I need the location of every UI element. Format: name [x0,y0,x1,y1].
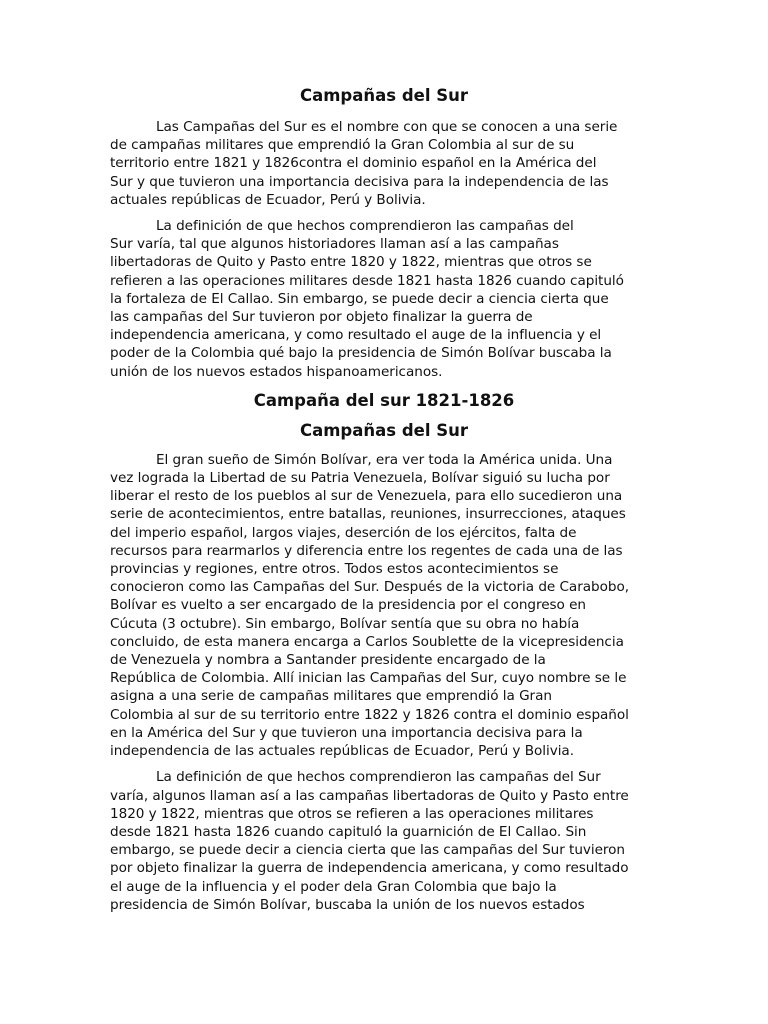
paragraph-line: Colombia al sur de su territorio entre 1822 y 1826 contra el dominio español [110,706,629,723]
paragraph-line: El gran sueño de Simón Bolívar, era ver toda la América unida. Una [156,451,613,468]
subsection-heading: Campañas del Sur [300,420,468,440]
paragraph-line: en la América del Sur y que tuvieron una importancia decisiva para la [110,724,583,741]
paragraph-line: provincias y regiones, entre otros. Todos estos acontecimientos se [110,561,559,578]
paragraph-line: La definición de que hechos comprendieron las campañas del Sur [156,769,601,786]
paragraph-line: refieren a las operaciones militares desde 1821 hasta 1826 cuando capituló [110,272,624,289]
paragraph-line: independencia americana, y como resultado el auge de la influencia y el [110,327,602,344]
paragraph-line: Sur y que tuvieron una importancia decisiva para la independencia de las [110,173,609,190]
paragraph-line: por objeto finalizar la guerra de independencia americana, y como resultado [110,860,629,877]
paragraph-line: del imperio español, largos viajes, deserción de los ejércitos, falta de [110,524,577,541]
paragraph-line: poder de la Colombia qué bajo la presidencia de Simón Bolívar buscaba la [110,345,612,362]
paragraph-line: embargo, se puede decir a ciencia cierta que las campañas del Sur tuvieron [110,842,626,859]
paragraph-line: de campañas militares que emprendió la Gran Colombia al sur de su [110,137,575,154]
paragraph-line: unión de los nuevos estados hispanoamericanos. [110,363,443,380]
paragraph-line: Bolívar es vuelto a ser encargado de la presidencia por el congreso en [110,597,586,614]
paragraph-line: Las Campañas del Sur es el nombre con que se conocen a una serie [156,119,618,135]
paragraph-line: la fortaleza de El Callao. Sin embargo, se puede decir a ciencia cierta que [110,290,609,307]
paragraph-line: las campañas del Sur tuvieron por objeto finalizar la guerra de [110,309,533,326]
document-page [110,84,658,922]
paragraph-line: conocieron como las Campañas del Sur. Después de la victoria de Carabobo, [110,579,629,596]
paragraph-line: Cúcuta (3 octubre). Sin embargo, Bolívar sentía que su obra no había [110,615,580,632]
paragraph-line: Sur varía, tal que algunos historiadores llaman así a las campañas [110,236,559,253]
paragraph-line: desde 1821 hasta 1826 cuando capituló la guarnición de El Callao. Sin [110,823,587,840]
paragraph-line: vez lograda la Libertad de su Patria Venezuela, Bolívar siguió su lucha por [110,470,610,487]
paragraph-line: territorio entre 1821 y 1826contra el dominio español en la América del [110,155,597,172]
paragraph-2 [110,217,658,381]
paragraph-line: concluido, de esta manera encarga a Carlos Soublette de la vicepresidencia [110,633,624,650]
paragraph-line: el auge de la influencia y el poder dela Gran Colombia que bajo la [110,878,557,895]
paragraph-line: presidencia de Simón Bolívar, buscaba la unión de los nuevos estados [110,896,585,913]
paragraph-4 [110,768,658,914]
paragraph-line: varía, algunos llaman así a las campañas libertadoras de Quito y Pasto entre [110,787,629,804]
paragraph-line: serie de acontecimientos, entre batallas, reuniones, insurrecciones, ataques [110,506,626,523]
paragraph-line: libertadoras de Quito y Pasto entre 1820 y 1822, mientras que otros se [110,254,592,271]
paragraph-line: independencia de las actuales repúblicas de Ecuador, Perú y Bolivia. [110,743,574,760]
paragraph-line: 1820 y 1822, mientras que otros se refieren a las operaciones militares [110,805,594,822]
paragraph-3 [110,451,658,760]
paragraph-line: actuales repúblicas de Ecuador, Perú y Bolivia. [110,191,426,208]
paragraph-line: República de Colombia. Allí inician las Campañas del Sur, cuyo nombre se le [110,670,627,687]
paragraph-line: asigna a una serie de campañas militares que emprendió la Gran [110,688,552,705]
paragraph-line: recursos para rearmarlos y diferencia entre los regentes de cada una de las [110,542,623,559]
paragraph-line: La definición de que hechos comprendieron las campañas del [156,218,574,235]
paragraph-1 [110,118,658,209]
paragraph-line: de Venezuela y nombra a Santander presidente encargado de la [110,652,546,669]
document-title: Campañas del Sur [300,86,468,105]
paragraph-line: liberar el resto de los pueblos al sur de Venezuela, para ello sucedieron una [110,488,623,505]
section-heading: Campaña del sur 1821-1826 [253,390,515,410]
